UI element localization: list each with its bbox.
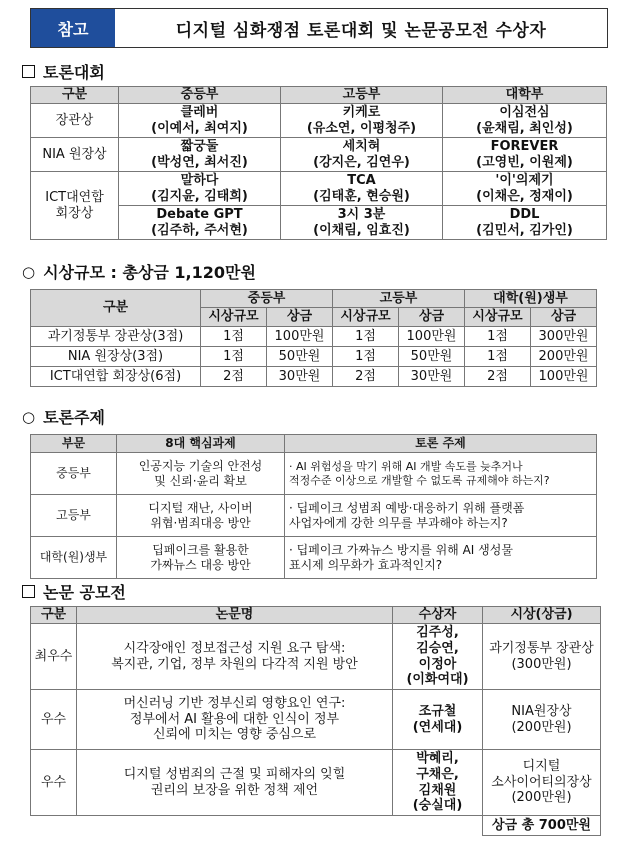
grade: 우수 <box>31 750 77 816</box>
section-title-text: 토론주제 <box>43 408 105 427</box>
group-header: 고등부 <box>333 290 465 308</box>
team-name: 세치혀 <box>342 138 381 154</box>
team-members: (유소연, 이평청주) <box>306 120 417 136</box>
col-header: 수상자 <box>393 607 483 624</box>
page-title: 디지털 심화쟁점 토론대회 및 논문공모전 수상자 <box>175 20 547 41</box>
debate-topic: · 딥페이크 가짜뉴스 방지를 위해 AI 생성물 표시제 의무화가 효과적인지? <box>285 537 597 579</box>
table-row <box>31 495 597 537</box>
cell: 2점 <box>465 367 531 387</box>
grade: 우수 <box>31 690 77 750</box>
section-paper-title <box>22 580 126 603</box>
table-row <box>31 138 607 172</box>
group-header: 대학(원)생부 <box>465 290 597 308</box>
cell: 2점 <box>333 367 399 387</box>
table-row <box>31 327 597 347</box>
award-name: NIA 원장상(3점) <box>31 347 201 367</box>
team-name: 3시 3분 <box>337 206 386 222</box>
cell: 1점 <box>201 347 267 367</box>
team-name: DDL <box>509 206 540 222</box>
paper-title: 시각장애인 정보접근성 지원 요구 탐색: 복지관, 기업, 정부 차원의 다각적 지원 방안 <box>77 624 393 690</box>
award-name: ICT대연합 회장상(6점) <box>31 367 201 387</box>
team-name: 키케로 <box>342 104 381 120</box>
division: 중등부 <box>31 453 117 495</box>
team-name: FOREVER <box>490 138 559 154</box>
col-header: 대학부 <box>443 87 607 104</box>
table-row <box>31 690 601 750</box>
team-name: 이심전심 <box>499 104 550 120</box>
header-box <box>30 8 608 48</box>
winner: 김주성, 김승연, 이정아 (이화여대) <box>393 624 483 690</box>
group-header: 중등부 <box>201 290 333 308</box>
award-name: 과기정통부 장관상(3점) <box>31 327 201 347</box>
cell: 50만원 <box>267 347 333 367</box>
prize: 과기정통부 장관상 (300만원) <box>483 624 601 690</box>
sub-header: 시상규모 <box>201 308 267 327</box>
col-header: 구분 <box>31 87 119 104</box>
checkbox-square-icon <box>22 585 35 598</box>
col-header: 8대 핵심과제 <box>117 435 285 453</box>
circle-bullet-icon: ○ <box>22 407 36 426</box>
debate-topic: · 딥페이크 성범죄 예방·대응하기 위해 플랫폼 사업자에게 강한 의무를 부과해야 하는지? <box>285 495 597 537</box>
section-topics-title <box>22 405 105 428</box>
table-row <box>31 750 601 816</box>
col-header: 중등부 <box>119 87 281 104</box>
sub-header: 시상규모 <box>333 308 399 327</box>
team-members: (박성연, 최서진) <box>151 154 248 170</box>
team-members: (김민서, 김가인) <box>476 222 573 238</box>
award-name: NIA 원장상 <box>31 138 119 172</box>
paper-title: 디지털 성범죄의 근절 및 피해자의 잊힐 권리의 보장을 위한 정책 제언 <box>77 750 393 816</box>
grade: 최우수 <box>31 624 77 690</box>
team-members: (김주하, 주서현) <box>151 222 248 238</box>
core-task: 딥페이크를 활용한 가짜뉴스 대응 방안 <box>117 537 285 579</box>
team-name: 말하다 <box>180 172 219 188</box>
prize-scale-table <box>30 289 597 387</box>
total-prize-text: 총상금 1,120만원 <box>122 263 256 282</box>
table-row <box>31 104 607 138</box>
prize: 디지털 소사이어티의장상 (200만원) <box>483 750 601 816</box>
section-title-text: 논문 공모전 <box>43 583 126 602</box>
division: 대학(원)생부 <box>31 537 117 579</box>
cell: 300만원 <box>531 327 597 347</box>
debate-topic: · AI 위험성을 막기 위해 AI 개발 속도를 늦추거나 적정수준 이상으로 개발할 수 없도록 규제해야 하는지? <box>285 453 597 495</box>
paper-title: 머신러닝 기반 정부신뢰 영향요인 연구: 정부에서 AI 활용에 대한 인식이 정부 신뢰에 미치는 영향 중심으로 <box>77 690 393 750</box>
team-name: 짧궁둘 <box>180 138 219 154</box>
cell: 1점 <box>333 347 399 367</box>
section-debate-title <box>22 60 105 83</box>
team-members: (윤채림, 최인성) <box>476 120 573 136</box>
table-row <box>31 172 607 206</box>
paper-award-table <box>30 606 601 836</box>
col-header: 시상(상금) <box>483 607 601 624</box>
core-task: 인공지능 기술의 안전성 및 신뢰·윤리 확보 <box>117 453 285 495</box>
col-header: 구분 <box>31 290 201 327</box>
sub-header: 상금 <box>399 308 465 327</box>
cell: 100만원 <box>267 327 333 347</box>
cell: 1점 <box>465 327 531 347</box>
cell: 1점 <box>333 327 399 347</box>
col-header: 토론 주제 <box>285 435 597 453</box>
winner: 박혜리, 구채은, 김채원 (숭실대) <box>393 750 483 816</box>
total-row <box>31 816 601 836</box>
sub-header: 시상규모 <box>465 308 531 327</box>
total-prize: 상금 총 700만원 <box>483 816 601 836</box>
team-members: (고영빈, 이원제) <box>476 154 573 170</box>
table-row <box>31 537 597 579</box>
reference-tag: 참고 <box>31 9 115 47</box>
cell: 2점 <box>201 367 267 387</box>
col-header: 부문 <box>31 435 117 453</box>
cell: 100만원 <box>531 367 597 387</box>
cell: 100만원 <box>399 327 465 347</box>
cell: 1점 <box>465 347 531 367</box>
team-members: (강지은, 김연우) <box>313 154 410 170</box>
sub-header: 상금 <box>531 308 597 327</box>
award-name: 장관상 <box>31 104 119 138</box>
core-task: 디지털 재난, 사이버 위협·범죄대응 방안 <box>117 495 285 537</box>
cell: 30만원 <box>399 367 465 387</box>
team-members: (김태훈, 현승원) <box>313 188 410 204</box>
team-name: Debate GPT <box>156 206 243 222</box>
table-row <box>31 347 597 367</box>
section-title-text: 토론대회 <box>43 63 105 82</box>
team-name: 클레버 <box>180 104 219 120</box>
cell: 200만원 <box>531 347 597 367</box>
cell: 50만원 <box>399 347 465 367</box>
debate-topic-table <box>30 434 597 579</box>
cell: 1점 <box>201 327 267 347</box>
sub-header: 상금 <box>267 308 333 327</box>
section-title-text: 시상규모 : <box>43 263 123 282</box>
winner: 조규철 (연세대) <box>393 690 483 750</box>
col-header: 구분 <box>31 607 77 624</box>
team-name: '이'의제기 <box>495 172 554 188</box>
team-members: (이예서, 최여지) <box>151 120 248 136</box>
team-name: TCA <box>347 172 376 188</box>
team-members: (김지윤, 김태희) <box>151 188 248 204</box>
division: 고등부 <box>31 495 117 537</box>
checkbox-square-icon <box>22 65 35 78</box>
circle-bullet-icon: ○ <box>22 262 36 281</box>
table-row <box>31 624 601 690</box>
debate-award-table <box>30 86 607 240</box>
award-name: ICT대연합 <box>45 189 104 205</box>
team-members: (이채은, 정재이) <box>476 188 573 204</box>
table-row <box>31 453 597 495</box>
col-header: 고등부 <box>281 87 443 104</box>
award-name: 회장상 <box>55 205 94 221</box>
section-prize-title <box>22 260 256 283</box>
prize: NIA원장상 (200만원) <box>483 690 601 750</box>
col-header: 논문명 <box>77 607 393 624</box>
cell: 30만원 <box>267 367 333 387</box>
team-members: (이채림, 임효진) <box>313 222 410 238</box>
table-row <box>31 367 597 387</box>
